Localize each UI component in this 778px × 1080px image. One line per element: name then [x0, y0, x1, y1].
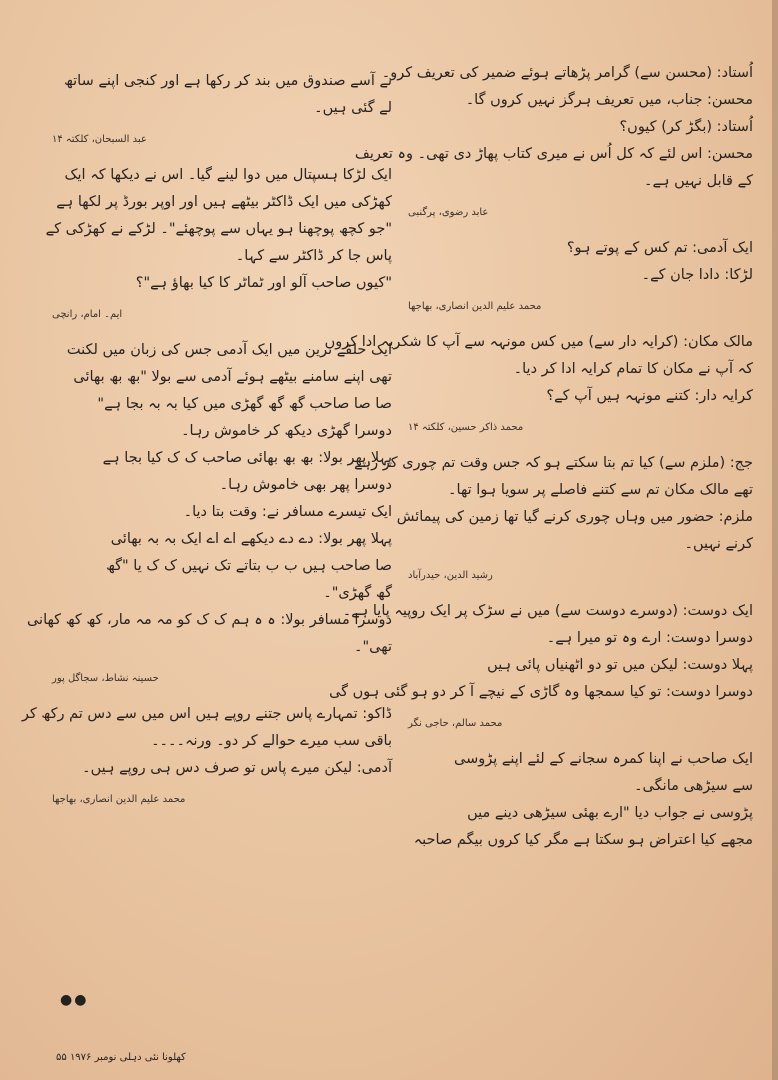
page-footer: کھلونا نئی دہلی نومبر ۱۹۷۶ ۵۵ — [56, 1052, 186, 1063]
joke-line: سے سیڑھی مانگی۔ — [634, 778, 753, 794]
joke-block — [45, 162, 392, 297]
contributor-credit: محمد علیم الدین انصاری، بھاجھا — [408, 301, 542, 312]
joke-line: آدمی: لیکن میرے پاس تو صرف دس ہی روپے ہیں۔ — [82, 760, 392, 776]
joke-line: اُستاد: (بگڑ کر) کیوں؟ — [619, 119, 753, 135]
joke-line: ایک آدمی: تم کس کے پوتے ہو؟ — [566, 240, 753, 256]
joke-line: ایک تیسرے مسافر نے: وقت بتا دیا۔ — [183, 504, 392, 520]
joke-line: پہلا پھر بولا: بھ بھ بھائی صاحب ک ک کیا بجا ہے — [102, 450, 392, 466]
joke-block — [408, 235, 753, 289]
joke-line: صا صاحب ہیں ب ب بتاتے تک نہیں ک ک یا "گھ — [105, 558, 392, 574]
joke-line: "کیوں صاحب آلو اور ٹماٹر کا کیا بھاؤ ہے"؟ — [135, 275, 392, 291]
contributor-credit: ایم۔ امام، رانچی — [52, 309, 123, 320]
joke-line: نے آسے صندوق میں بند کر رکھا ہے اور کنجی اپنے ساتھ — [63, 73, 392, 89]
joke-line: پہلا پھر بولا: دے دے دیکھے اے اے ایک بہ بہ بھائی — [110, 531, 392, 547]
joke-line: پہلا دوست: لیکن میں تو دو اٹھنیاں پائی ہیں — [487, 657, 753, 673]
joke-line: ایک لڑکا ہسپتال میں دوا لینے گیا۔ اس نے دیکھا کہ ایک — [64, 167, 392, 183]
page-edge-shadow — [772, 0, 778, 1080]
joke-line: تھے مالک مکان تم سے کتنے فاصلے پر سویا ہوا تھا۔ — [448, 482, 753, 498]
contributor-credit: محمد ذاکر حسین، کلکتہ ۱۴ — [408, 422, 524, 433]
joke-block — [52, 68, 392, 122]
joke-line: مجھے کیا اعتراض ہو سکتا ہے مگر کیا کروں بیگم صاحبہ — [413, 832, 753, 848]
joke-block — [354, 450, 753, 558]
joke-block — [21, 701, 392, 782]
joke-line: ایک حلقے ترین میں ایک آدمی جس کی زبان میں لکنت — [66, 342, 392, 358]
joke-line: پاس جا کر ڈاکٹر سے کہا۔ — [235, 248, 392, 264]
joke-line: دوسرا دوست: ارے وہ تو میرا ہے۔ — [546, 630, 753, 646]
joke-block — [324, 329, 753, 410]
joke-line: دوسرا دوست: تو کیا سمجھا وہ گاڑی کے نیچے آ کر دو ہو گئی ہوں گی — [329, 684, 753, 700]
joke-line: لے گئی ہیں۔ — [314, 100, 392, 116]
joke-block — [26, 337, 392, 661]
joke-line: دوسرا پھر بھی خاموش رہا۔ — [219, 477, 392, 493]
joke-block — [354, 60, 753, 195]
joke-line: کرنے نہیں۔ — [684, 536, 753, 552]
joke-line: محسن: جناب، میں تعریف ہرگز نہیں کروں گا۔ — [465, 92, 753, 108]
joke-line: اُستاد: (محسن سے) گرامر پڑھاتے ہوئے ضمیر کی تعریف کرو۔ — [381, 65, 753, 81]
joke-line: باقی سب میرے حوالے کر دو۔ ورنہ۔۔۔۔ — [151, 733, 392, 749]
joke-line: گھ گھڑی"۔ — [323, 585, 392, 601]
joke-line: کے قابل نہیں ہے۔ — [643, 173, 753, 189]
joke-line: ایک صاحب نے اپنا کمرہ سجانے کے لئے اپنے پڑوسی — [454, 751, 753, 767]
contributor-credit: عابد رضوی، پرگنبی — [408, 207, 489, 218]
joke-line: دوسرا مسافر بولا: ہ ہ ہم ک ک کو مہ مہ مار، کھ کھ کھانی — [26, 612, 392, 628]
joke-line: لڑکا: دادا جان کے۔ — [641, 267, 753, 283]
joke-line: مالک مکان: (کرایہ دار سے) میں کس مونہہ سے آپ کا شکریہ ادا کروں — [324, 334, 753, 350]
joke-block — [408, 746, 753, 854]
joke-line: تھی"۔ — [354, 639, 392, 655]
contributor-credit: محمد سالم، حاجی نگر — [408, 718, 503, 729]
joke-line: کھڑکی میں ایک ڈاکٹر بیٹھے ہیں اور اوپر بورڈ پر لکھا ہے — [56, 194, 392, 210]
left-column — [21, 68, 392, 822]
joke-line: پڑوسی نے جواب دیا "ارے بھئی سیڑھی دینے میں — [467, 805, 753, 821]
contributor-credit: رشید الدین، حیدرآباد — [408, 570, 493, 581]
joke-line: دوسرا گھڑی دیکھ کر خاموش رہا۔ — [181, 423, 392, 439]
joke-line: ایک دوست: (دوسرے دوست سے) میں نے سڑک پر ایک روپیہ پایا ہے۔ — [342, 603, 753, 619]
joke-line: محسن: اس لئے کہ کل اُس نے میری کتاب پھاڑ دی تھی۔ وہ تعریف — [354, 146, 753, 162]
joke-line: صا صا صاحب گھ گھ گھڑی میں کیا بہ بہ بجا ہے" — [97, 396, 392, 412]
joke-line: کہ آپ نے مکان کا تمام کرایہ ادا کر دیا۔ — [513, 361, 753, 377]
joke-line: جج: (ملزم سے) کیا تم بتا سکتے ہو کہ جس وقت تم چوری کر رہے — [354, 455, 753, 471]
joke-line: تھی اپنے سامنے بیٹھے ہوئے آدمی سے بولا "بھ بھ بھائی — [73, 369, 392, 385]
joke-line: کرایہ دار: کتنے مونہہ ہیں آپ کے؟ — [546, 388, 753, 404]
contributor-credit: محمد علیم الدین انصاری، بھاجھا — [52, 794, 186, 805]
joke-line: ملزم: حضور میں وہاں چوری کرنے گیا تھا زمین کی پیمائش — [396, 509, 753, 525]
joke-line: "جو کچھ پوچھنا ہو یہاں سے پوچھئے"۔ لڑکے نے کھڑکی کے — [45, 221, 392, 237]
joke-line: ڈاکو: تمہارے پاس جتنے روپے ہیں اس میں سے دس تم رکھ کر — [21, 706, 392, 722]
contributor-credit: عبد السبحان، کلکتہ ۱۴ — [52, 134, 147, 145]
contributor-credit: حسینہ نشاط، سجاگل پور — [52, 673, 159, 684]
decorative-dots: ●● — [60, 992, 89, 1008]
